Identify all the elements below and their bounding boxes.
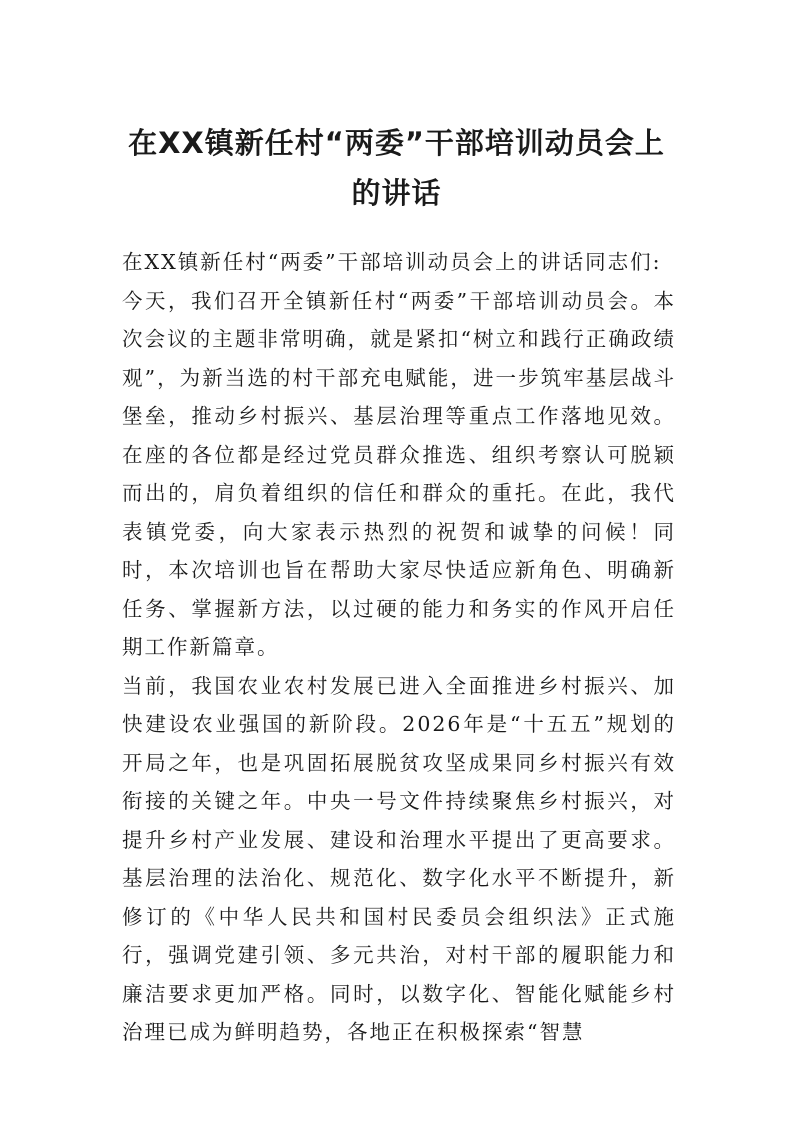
title-line-1: 在XX镇新任村“两委”干部培训动员会上 xyxy=(128,126,665,160)
document-title xyxy=(100,118,693,218)
paragraph-salutation: 在XX镇新任村“两委”干部培训动员会上的讲话同志们: xyxy=(122,250,662,274)
paragraph-context: 当前，我国农业农村发展已进入全面推进乡村振兴、加快建设农业强国的新阶段。2026年是“十五五”规划的开局之年，也是巩固拓展脱贫攻坚成果同乡村振兴有效衔接的关键之年。中央一号文件持续聚焦乡村振兴，对提升乡村产业发展、建设和治理水平提出了更高要求。基层治理的法治化、规范化、数字化水平不断提升，新修订的《中华人民共和国村民委员会组织法》正式施行，强调党建引领、多元共治，对村干部的履职能力和廉洁要求更加严格。同时，以数字化、智能化赋能乡村治理已成为鲜明趋势，各地正在积极探索“智慧 xyxy=(122,673,676,1044)
paragraph-opening: 今天，我们召开全镇新任村“两委”干部培训动员会。本次会议的主题非常明确，就是紧扣“树立和践行正确政绩观”，为新当选的村干部充电赋能，进一步筑牢基层战斗堡垒，推动乡村振兴、基层治理等重点工作落地见效。在座的各位都是经过党员群众推选、组织考察认可脱颖而出的，肩负着组织的信任和群众的重托。在此，我代表镇党委，向大家表示热烈的祝贺和诚挚的问候！同时，本次培训也旨在帮助大家尽快适应新角色、明确新任务、掌握新方法，以过硬的能力和务实的作风开启任期工作新篇章。 xyxy=(122,288,676,659)
document-body xyxy=(122,243,676,1052)
title-line-2: 的讲话 xyxy=(351,176,442,210)
